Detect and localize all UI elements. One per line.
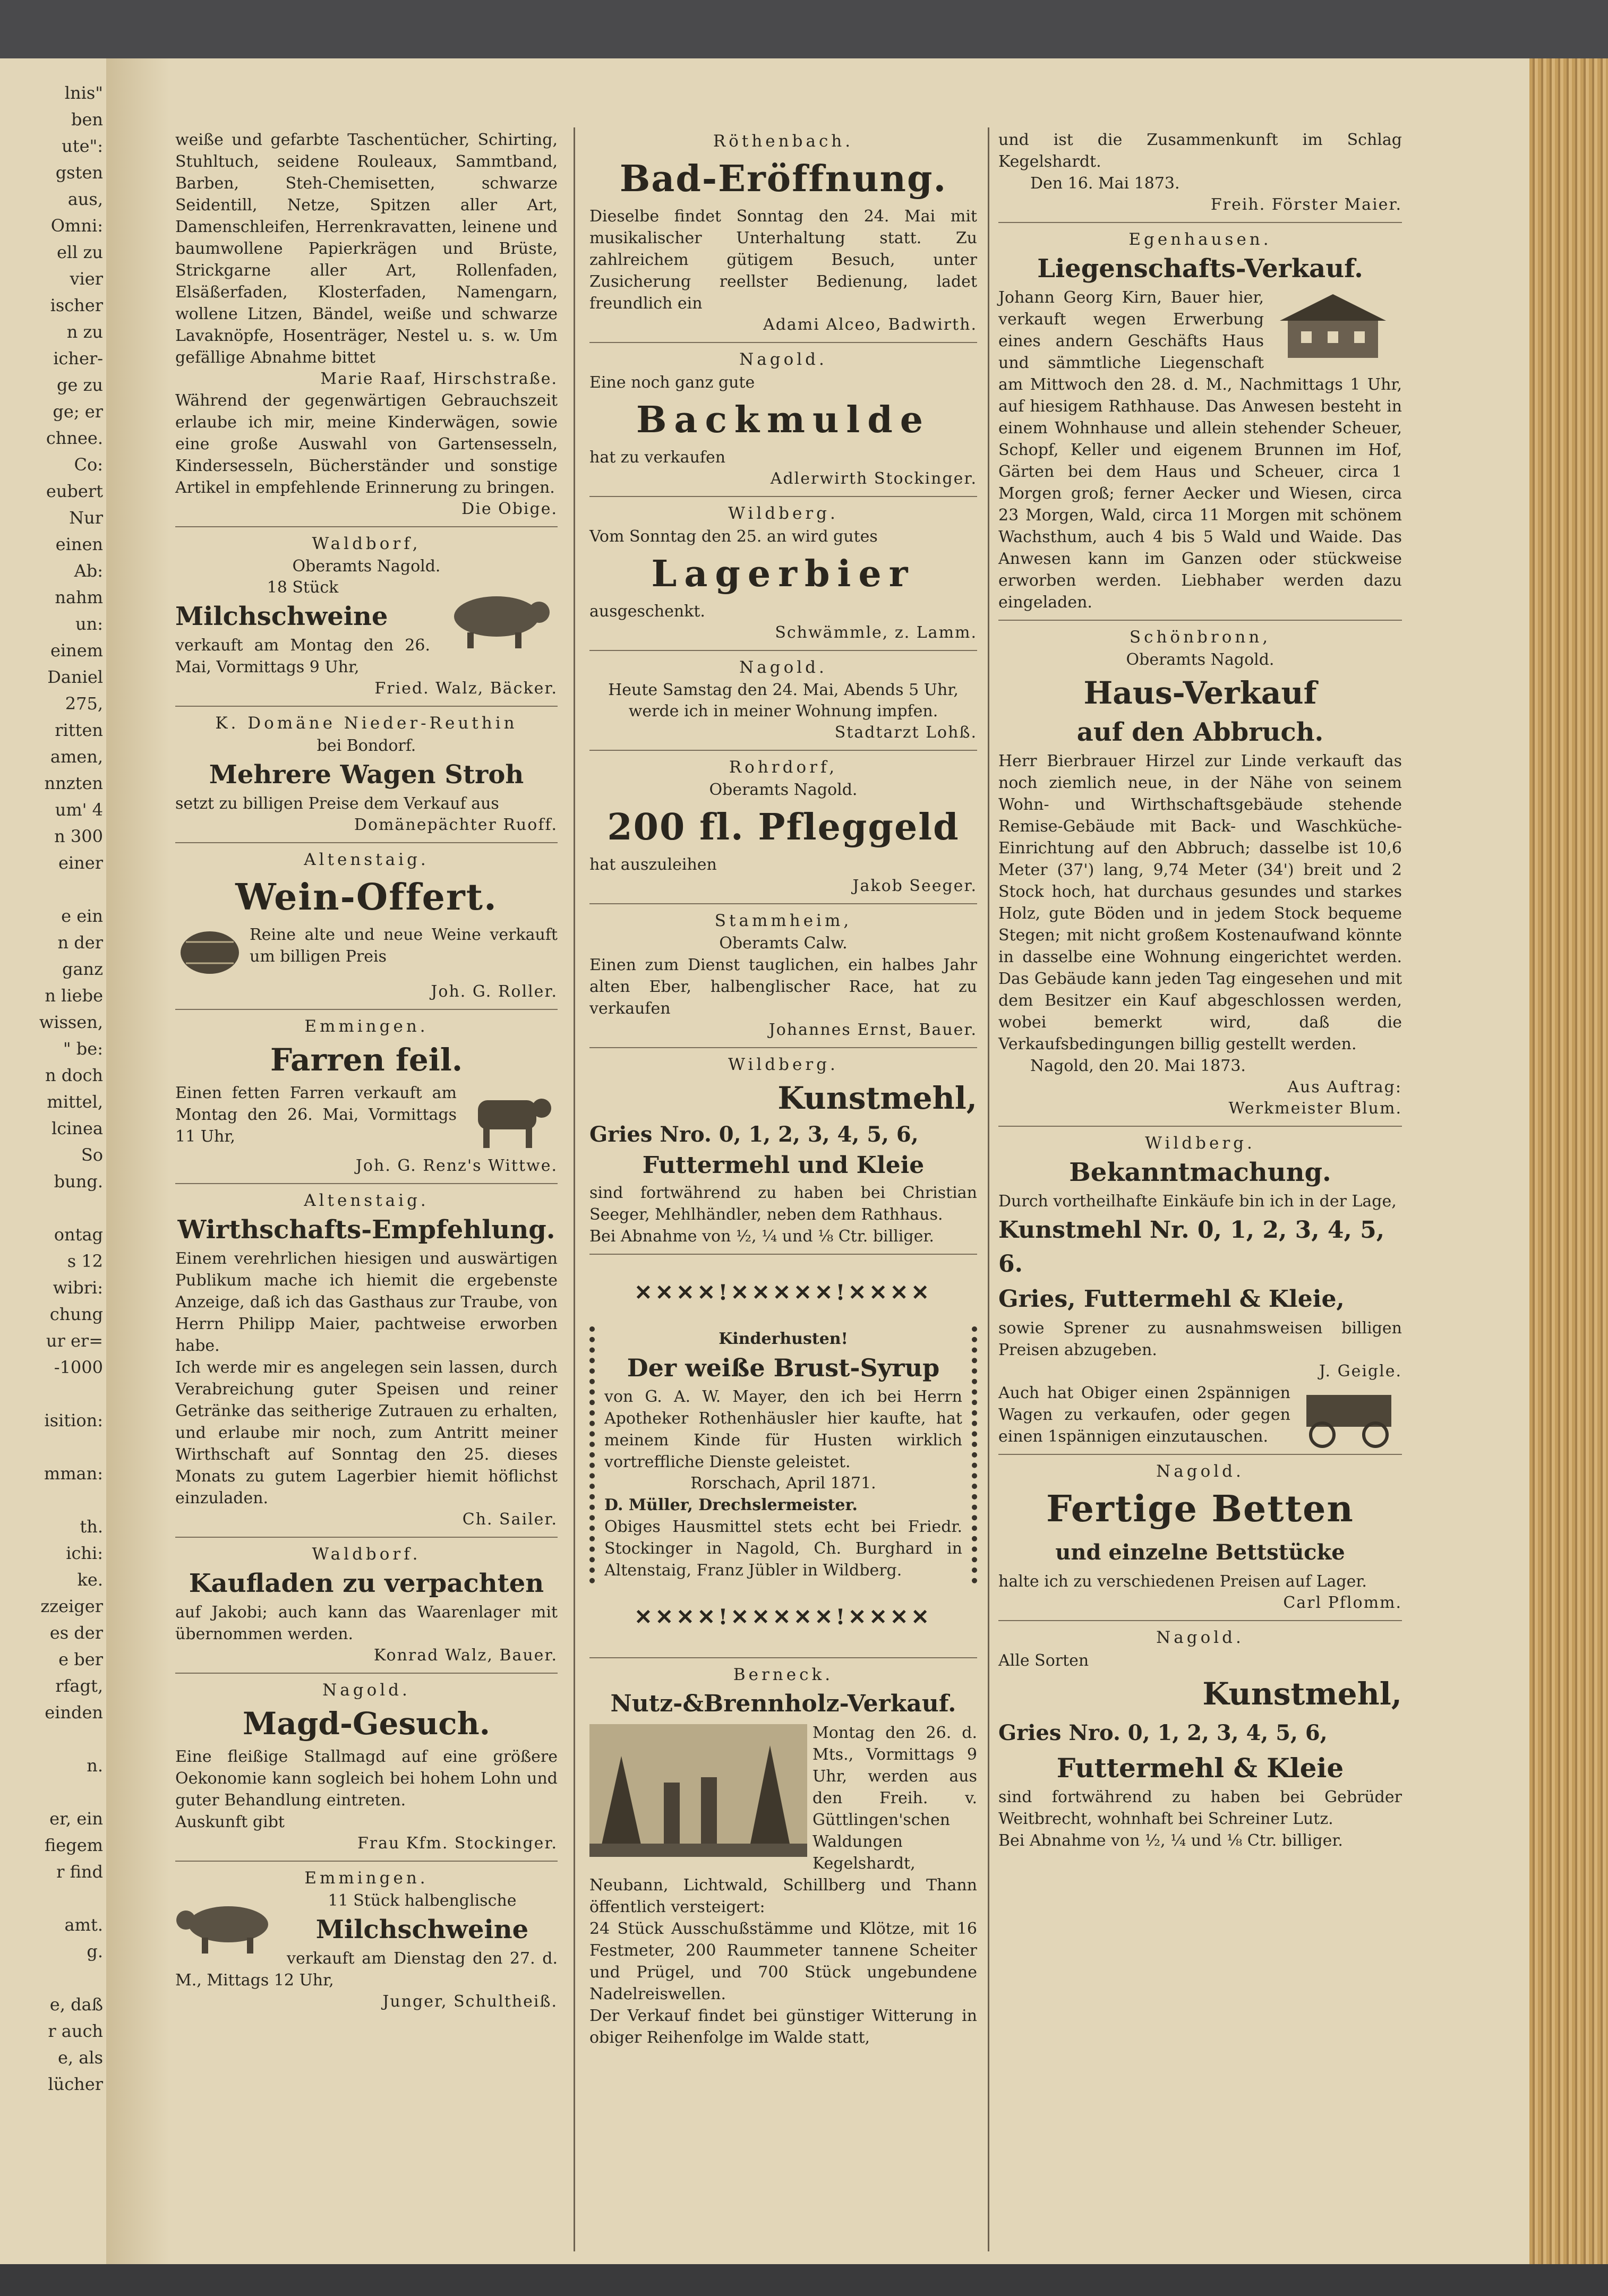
ad-headline: Fertige Betten [1046, 1488, 1354, 1530]
ad-text: verkauft am Dienstag den 27. d. M., Mittags 12 Uhr, [175, 1949, 558, 1990]
left-fragment-line: fiegem [44, 1835, 103, 1855]
column-2 [589, 125, 977, 2055]
ad-place: Schönbronn, [1129, 628, 1271, 647]
left-fragment-line: gsten [55, 162, 103, 183]
ad-title: Kinderhusten! [719, 1330, 848, 1348]
ad-headline: Mehrere Wagen Stroh [209, 760, 524, 790]
bull-illustration [462, 1084, 558, 1153]
ad-signature: Carl Pflomm. [1283, 1594, 1402, 1612]
ad-headline: Bekanntmachung. [1069, 1158, 1331, 1187]
ad-text: Durch vortheilhafte Einkäufe bin ich in der Lage, [998, 1192, 1397, 1211]
left-fragment-line [0, 1885, 106, 1912]
ad-text: verkauft am Montag den 26. Mai, Vormittags 9 Uhr, [175, 636, 430, 676]
ad-place: Egenhausen. [1128, 230, 1272, 249]
ad-signature: Joh. G. Renz's Wittwe. [355, 1156, 558, 1175]
ad-place: Wildberg. [728, 1055, 839, 1074]
pig-illustration [175, 1892, 281, 1956]
ad-signature: Ch. Sailer. [462, 1510, 558, 1529]
left-fragment-line: mman: [44, 1463, 103, 1484]
left-fragment-line: nahm [55, 587, 103, 607]
left-fragment-line: rfagt, [55, 1676, 103, 1696]
left-fragment-line [0, 1195, 106, 1221]
ad-line: Kunstmehl Nr. 0, 1, 2, 3, 4, 5, 6. [998, 1216, 1385, 1278]
ad-text: Eine fleißige Stallmagd auf eine größere Oekonomie kann sogleich bei hohem Lohn und guter Behandlung eintreten. [175, 1747, 558, 1810]
ad-place: Emmingen. [304, 1017, 429, 1036]
left-fragment-line: mittel, [47, 1092, 103, 1112]
ad-headline: 200 fl. Pfleggeld [607, 806, 960, 849]
left-fragment-line: ichi: [66, 1543, 103, 1563]
left-fragment-line: vier [70, 269, 103, 289]
page-edges [1529, 58, 1608, 2296]
column-3 [998, 125, 1402, 1858]
left-fragment-line [0, 876, 106, 903]
left-fragment-line: Daniel [47, 667, 103, 687]
left-fragment-line: n doch [45, 1065, 103, 1085]
ad-date: Rorschach, April 1871. [690, 1474, 876, 1493]
left-fragment-line: ell zu [56, 242, 103, 262]
ad-signature: Die Obige. [461, 500, 558, 518]
ad-text: sowie Sprener zu ausnahmsweisen billigen Preisen abzugeben. [998, 1319, 1402, 1359]
left-fragment-line [0, 1381, 106, 1407]
column-1 [175, 125, 558, 2019]
ad-text: halte ich zu verschiedenen Preisen auf Lager. [998, 1572, 1367, 1591]
ad-place: Altenstaig. [304, 850, 429, 869]
ad-place: K. Domäne Nieder-Reuthin [215, 714, 518, 733]
left-fragment-line: einer [58, 853, 103, 873]
ad-announcement-geigle [998, 1127, 1402, 1455]
ad-place: Wildberg. [728, 504, 839, 523]
ad-text: Ich werde mir es angelegen sein lassen, durch Verabreichung guter Speisen und reiner Getränke das seitherige Zutrauen zu erhalten, und erlaube mir noch, zum Antritt meiner Wirthschaft auf Sonntag den 25. dieses Monats zu gutem Lagerbier hiemit höflichst einzuladen. [175, 1358, 558, 1507]
ad-milk-pigs [175, 527, 558, 707]
ad-lager-beer [589, 497, 977, 651]
ad-headline: Kaufladen zu verpachten [189, 1569, 544, 1598]
ad-text: hat auszuleihen [589, 855, 717, 874]
ad-headline: Der weiße Brust-Syrup [627, 1353, 940, 1382]
barrel-illustration [175, 926, 244, 979]
left-fragment-line: g. [87, 1941, 103, 1961]
ad-headline: Wein-Offert. [235, 876, 498, 919]
ad-text: Johann Georg Kirn, Bauer hier, verkauft wegen Erwerbung eines andern Geschäfts Haus und sämmtliche Liegenschaft am Mittwoch den 28. d. M., Nachmittags 1 Uhr, auf hiesigem Rathhause. Das Anwesen besteht in einem Wohnhause und allein stehender Scheuer, Schopf, Keller und eigenem Brunnen im Hof, Gärten bei dem Haus und Scheuer, circa 1 Morgen groß; ferner Aecker und Wiesen, circa 23 Morgen, Wald, circa 11 Morgen mit schönem Wachsthum, auch 4 bis 5 Wald und Waide. Das Anwesen kann im Ganzen oder stückweise erworben werden. Liebhaber werden dazu eingeladen. [998, 288, 1402, 612]
ad-signature: Johannes Ernst, Bauer. [768, 1021, 977, 1039]
ad-count: 11 Stück halbenglische [328, 1891, 517, 1910]
ad-text: Montag den 26. d. Mts., Vormittags 9 Uhr, werden aus den Freih. v. Güttlingen'schen Waldungen Kegelshardt, Neubann, Lichtwald, Schillberg und Thann öffentlich versteigert: [589, 1724, 977, 1916]
ad-signature: Junger, Schultheiß. [382, 1992, 558, 2011]
left-fragment-line: eubert [46, 481, 103, 501]
left-fragment-line: ke. [77, 1570, 103, 1590]
ad-signature: Domänepächter Ruoff. [354, 816, 558, 834]
ad-text: 24 Stück Ausschußstämme und Klötze, mit 16 Festmeter, 200 Raummeter tannene Scheiter und Prügel, und 700 Stück ungebundene Nadelreiswellen. [589, 1920, 977, 2003]
ad-place: Emmingen. [304, 1869, 429, 1888]
left-fragment-line: ganz [62, 959, 103, 979]
ad-shop-lease [175, 1538, 558, 1674]
ad-text: sind fortwährend zu haben bei Gebrüder Weitbrecht, wohnhaft bei Schreiner Lutz. [998, 1788, 1402, 1828]
ad-headline-2: auf den Abbruch. [1076, 717, 1324, 747]
ad-signature: Adami Alceo, Badwirth. [763, 315, 977, 334]
ad-text: Während der gegenwärtigen Gebrauchszeit erlaube ich mir, meine Kinderwägen, sowie eine große Auswahl von Gartensesseln, Kindersesseln, Bücherständer und sonstige Artikel in empfehlende Erinnerung zu bringen. [175, 391, 558, 497]
ad-text: Vom Sonntag den 25. an wird gutes [589, 527, 878, 546]
ad-vaccination [589, 651, 977, 751]
forest-scene-illustration [589, 1724, 807, 1857]
ad-milk-pigs-2 [175, 1862, 558, 2019]
left-fragment-line: e ein [61, 906, 103, 926]
spine-shadow [106, 58, 170, 2296]
ad-headline: Farren feil. [270, 1042, 463, 1078]
left-fragment-line: bung. [54, 1171, 103, 1192]
ad-subplace: Oberamts Nagold. [709, 781, 858, 799]
ad-timber-sale-cont [998, 125, 1402, 223]
ad-headline: Milchschweine [175, 602, 388, 631]
left-fragment-line: e, daß [49, 1994, 103, 2015]
column-rule [574, 127, 575, 2251]
ad-text: Bei Abnahme von ½, ¼ und ⅛ Ctr. billiger. [998, 1831, 1343, 1850]
left-fragment-line: -1000 [54, 1357, 103, 1377]
left-fragment-line: isition: [44, 1410, 103, 1430]
left-fragment-line: ischer [50, 295, 103, 315]
left-fragment-line: 275, [65, 693, 103, 714]
ad-straw [175, 707, 558, 843]
ad-text: ausgeschenkt. [589, 602, 705, 621]
ad-text: Bei Abnahme von ½, ¼ und ⅛ Ctr. billiger. [589, 1227, 934, 1246]
ad-headline: Milchschweine [315, 1915, 529, 1944]
ad-signature: J. Geigle. [1319, 1362, 1402, 1381]
ad-place: Nagold. [322, 1681, 410, 1700]
ad-line: Gries Nro. 0, 1, 2, 3, 4, 5, 6, [589, 1122, 919, 1147]
ad-headline: Magd-Gesuch. [243, 1706, 490, 1742]
ad-date: Den 16. Mai 1873. [1030, 174, 1180, 193]
ad-headline: Kunstmehl, [777, 1080, 977, 1116]
ad-headline: Bad-Eröffnung. [619, 158, 947, 200]
ad-text: Obiges Hausmittel stets echt bei Friedr. Stockinger in Nagold, Ch. Burghard in Altenstaig, Franz Jübler in Wildberg. [604, 1518, 962, 1580]
ad-place: Waldborf, [312, 534, 421, 553]
left-fragment-line: chnee. [46, 428, 103, 448]
left-fragment-line: n 300 [54, 826, 103, 846]
ad-flour-seeger [589, 1048, 977, 1255]
ad-text: hat zu verkaufen [589, 448, 726, 467]
ad-textiles [175, 125, 558, 527]
ad-line: Gries, Futtermehl & Kleie, [998, 1286, 1345, 1313]
left-fragment-line: einden [45, 1702, 103, 1723]
pig-illustration [435, 579, 558, 654]
ad-text: Auch hat Obiger einen 2spännigen Wagen zu verkaufen, oder gegen einen 1spännigen einzutauschen. [998, 1384, 1290, 1446]
ad-place: Nagold. [739, 658, 827, 677]
ad-place: Rohrdorf, [729, 758, 838, 777]
ad-signature: Werkmeister Blum. [1228, 1099, 1402, 1118]
ad-signature: Schwämmle, z. Lamm. [775, 623, 977, 642]
ad-subplace: Oberamts Calw. [719, 934, 848, 953]
ad-subplace: Oberamts Nagold. [1126, 650, 1275, 669]
left-fragment-line: icher- [53, 348, 103, 369]
ad-signature: Freih. Förster Maier. [1210, 195, 1402, 214]
ad-flour-weitbrecht [998, 1621, 1402, 1858]
ad-inn [175, 1184, 558, 1538]
ad-text: Einen fetten Farren verkauft am Montag den 26. Mai, Vormittags 11 Uhr, [175, 1084, 457, 1146]
left-fragment-line: e, als [57, 2047, 103, 2068]
left-fragment-line: n liebe [45, 986, 103, 1006]
left-fragment-line: nnzten [44, 773, 103, 793]
left-fragment-line: ge zu [56, 375, 103, 395]
left-fragment-line [0, 1487, 106, 1513]
ad-subplace: bei Bondorf. [317, 736, 416, 755]
left-fragment-line: ben [71, 109, 103, 130]
ad-bath-opening [589, 125, 977, 343]
ad-wine [175, 843, 558, 1010]
ad-count: 18 Stück [267, 578, 339, 597]
left-fragment-line: einen [55, 534, 103, 554]
ad-text: Einem verehrlichen hiesigen und auswärtigen Publikum mache ich hiemit die ergebenste Anzeige, daß ich das Gasthaus zur Traube, von Herrn Philipp Maier, pachtweise erworben habe. [175, 1249, 558, 1355]
ad-house-demolition [998, 621, 1402, 1127]
left-fragment-line: So [81, 1145, 103, 1165]
left-fragment-line: e ber [58, 1649, 103, 1669]
left-fragment-line: zzeiger [40, 1596, 103, 1616]
ad-subplace: Oberamts Nagold. [292, 557, 441, 576]
ad-signature: Fried. Walz, Bäcker. [374, 679, 558, 698]
ad-line: und einzelne Bettstücke [1055, 1540, 1345, 1565]
wagon-illustration [1296, 1384, 1402, 1448]
left-fragment-line: " be: [63, 1039, 103, 1059]
left-fragment-line: r auch [48, 2021, 103, 2041]
ad-loan [589, 751, 977, 904]
ad-signature: Aus Auftrag: [1287, 1078, 1402, 1096]
ad-line: Futtermehl und Kleie [642, 1152, 925, 1179]
ad-place: Nagold. [1156, 1462, 1244, 1481]
left-fragment-line: amt. [64, 1915, 103, 1935]
ad-text: Einen zum Dienst tauglichen, ein halbes Jahr alten Eber, halbenglischer Race, hat zu verkaufen [589, 956, 977, 1018]
ad-headline: Haus-Verkauf [1083, 675, 1317, 711]
ad-kneading-trough [589, 343, 977, 497]
ad-signature: Frau Kfm. Stockinger. [357, 1834, 558, 1853]
left-fragment-line: un: [75, 614, 103, 634]
left-fragment-line: n der [57, 932, 103, 953]
ad-text: Alle Sorten [998, 1651, 1089, 1670]
left-fragment-line [0, 1434, 106, 1460]
ad-timber-sale [589, 1658, 977, 2055]
ad-text: sind fortwährend zu haben bei Christian Seeger, Mehlhändler, neben dem Rathhaus. [589, 1184, 977, 1224]
ad-place: Stammheim, [714, 911, 852, 930]
ad-signature: Joh. G. Roller. [431, 982, 558, 1001]
ad-signature: Adlerwirth Stockinger. [770, 469, 977, 488]
left-fragment-line: wissen, [39, 1012, 103, 1032]
left-fragment-line: s 12 [67, 1251, 103, 1271]
ad-text: Der Verkauf findet bei günstiger Witterung in obiger Reihenfolge im Walde statt, [589, 2007, 977, 2047]
ad-headline: Liegenschafts-Verkauf. [1037, 254, 1363, 284]
left-fragment-line: Co: [74, 455, 103, 475]
syrup-frame [589, 1326, 977, 1583]
left-fragment-line: ritten [55, 720, 103, 740]
ad-text: Reine alte und neue Weine verkauft um billigen Preis [250, 926, 558, 966]
ad-text: von G. A. W. Mayer, den ich bei Herrn Apotheker Rothenhäusler hier kaufte, hat meinem Kinde für Husten wirklich vortreffliche Dienste geleistet. [604, 1387, 962, 1471]
ad-name: D. Müller, Drechslermeister. [604, 1496, 858, 1514]
left-fragment-line: wibri: [53, 1278, 103, 1298]
ad-property-sale [998, 223, 1402, 621]
ad-headline: Kunstmehl, [1202, 1676, 1402, 1712]
ad-text: und ist die Zusammenkunft im Schlag Kegelshardt. [998, 131, 1402, 171]
ad-line: Gries Nro. 0, 1, 2, 3, 4, 5, 6, [998, 1720, 1328, 1745]
left-fragment-line: n. [87, 1755, 103, 1776]
ad-text: auf Jakobi; auch kann das Waarenlager mit übernommen werden. [175, 1603, 558, 1643]
ad-signature: Jakob Seeger. [852, 877, 977, 895]
ad-text: Heute Samstag den 24. Mai, Abends 5 Uhr, werde ich in meiner Wohnung impfen. [608, 681, 959, 721]
column-rule [988, 127, 989, 2251]
ad-text: setzt zu billigen Preise dem Verkauf aus [175, 794, 499, 813]
left-fragment-line: ontag [54, 1224, 103, 1245]
ad-place: Wildberg. [1145, 1134, 1255, 1153]
left-fragment-line: chung [49, 1304, 103, 1324]
left-fragment-line: lnis" [64, 83, 103, 103]
left-fragment-line: um' 4 [55, 800, 103, 820]
ad-headline: Wirthschafts-Empfehlung. [177, 1215, 555, 1245]
ad-text: Dieselbe findet Sonntag den 24. Mai mit musikalischer Unterhaltung statt. Zu zahlreichem gütigem Besuch, unter Zusicherung reellster Bedienung, ladet freundlich ein [589, 207, 977, 313]
ad-date: Nagold, den 20. Mai 1873. [1030, 1057, 1246, 1075]
ad-place: Waldborf. [312, 1545, 421, 1564]
left-fragment-line: ge; er [53, 401, 103, 422]
ad-headline: Lagerbier [651, 553, 916, 595]
left-fragment-line: ute": [62, 136, 103, 156]
farmhouse-illustration [1269, 289, 1402, 363]
scan-background [0, 2264, 1608, 2296]
ad-place: Nagold. [739, 350, 827, 369]
left-fragment-line: er, ein [49, 1809, 103, 1829]
ad-signature: Marie Raaf, Hirschstraße. [320, 370, 558, 388]
ad-cough-syrup [589, 1255, 977, 1658]
ad-headline: Backmulde [636, 399, 931, 441]
border-row: ✕✕✕✕!✕✕✕✕✕!✕✕✕✕ [634, 1280, 933, 1305]
left-fragment-line: es der [49, 1623, 103, 1643]
left-fragment-line: Nur [69, 508, 103, 528]
ad-place: Berneck. [733, 1665, 834, 1684]
left-fragment-line: Omni: [50, 216, 103, 236]
ad-place: Nagold. [1156, 1628, 1244, 1647]
ad-signature: Konrad Walz, Bauer. [373, 1646, 558, 1665]
left-fragment-line: r find [56, 1862, 103, 1882]
ad-place: Altenstaig. [304, 1191, 429, 1210]
left-fragment-line: lcinea [51, 1118, 103, 1138]
left-fragment-line [0, 1779, 106, 1805]
left-fragment-line [0, 1965, 106, 1991]
ad-place: Röthenbach. [713, 132, 854, 151]
ad-text: Auskunft gibt [175, 1813, 285, 1831]
ad-line: Futtermehl & Kleie [1056, 1752, 1344, 1784]
left-page-fragment [0, 80, 106, 2257]
left-fragment-line: ur er= [46, 1331, 103, 1351]
left-fragment-line: n zu [66, 322, 103, 342]
left-fragment-line [0, 1726, 106, 1752]
ad-text: Herr Bierbrauer Hirzel zur Linde verkauft das noch ziemlich neue, in der Nähe von seinem Wohn- und Wirthschaftsgebäude stehende Remise-Gebäude mit Back- und Waschküche-Einrichtung auf den Abbruch; dasselbe ist 10,6 Meter (37') lang, 9,74 Meter (34') breit und 2 Stock hoch, hat durchaus gesundes und starkes Holz, gute Böden und in jedem Stock bequeme Stegen; mit nicht großem Kostenaufwand könnte in dasselbe eine Wohnung eingerichtet werden. Das Gebäude kann jeden Tag eingesehen und mit dem Besitzer ein Kauf abgeschlossen werden, wobei bemerkt wird, daß die Verkaufsbedingungen billig gestellt werden. [998, 752, 1402, 1053]
ad-maid-wanted [175, 1674, 558, 1862]
ad-headline: Nutz-&Brennholz-Verkauf. [610, 1690, 956, 1717]
ad-text: weiße und gefarbte Taschentücher, Schirting, Stuhltuch, seidene Rouleaux, Sammtband, Barben, Steh-Chemisetten, schwarze Seidentill, Netze, Spitzen aller Art, Damenschleifen, Herrenkravatten, leinene und baumwollene Papierkrägen und Brüste, Strickgarne aller Art, Rollenfaden, Elsäßerfaden, Klosterfaden, Namengarn, wollene Litzen, Bändel, weiße und schwarze Lavaknöpfe, Hosenträger, Nestel u. s. w. Um gefällige Abnahme bittet [175, 131, 558, 367]
ad-text: Eine noch ganz gute [589, 373, 755, 392]
left-fragment-line: Ab: [74, 561, 103, 581]
left-fragment-line: lücher [48, 2074, 103, 2094]
ad-boar [589, 904, 977, 1048]
left-fragment-line: aus, [67, 189, 103, 209]
border-row: ✕✕✕✕!✕✕✕✕✕!✕✕✕✕ [634, 1605, 933, 1630]
left-fragment-line: amen, [50, 747, 103, 767]
ad-bull [175, 1010, 558, 1184]
left-fragment-line: einem [50, 640, 103, 661]
ad-signature: Stadtarzt Lohß. [834, 723, 977, 742]
ad-beds [998, 1455, 1402, 1621]
left-fragment-line: th. [80, 1517, 103, 1537]
